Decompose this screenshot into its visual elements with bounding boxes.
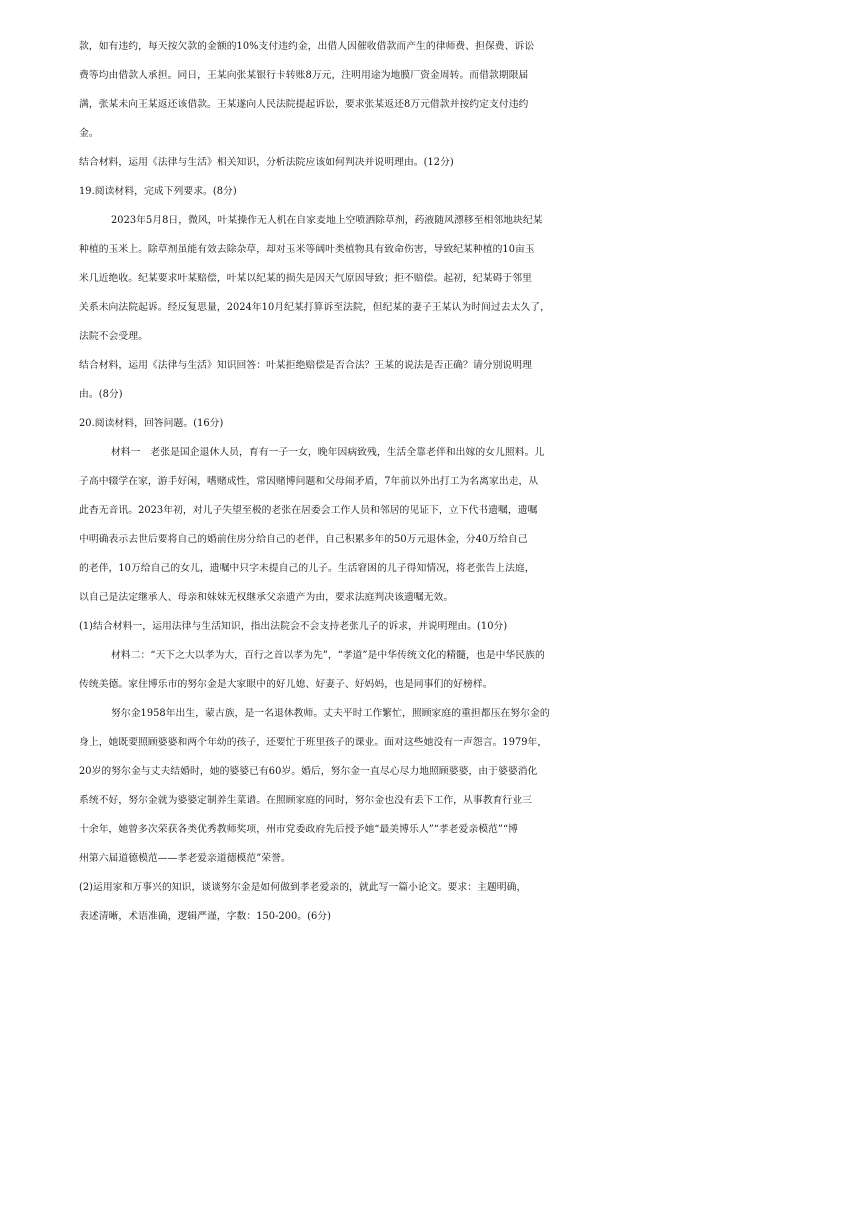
question-prompt: 结合材料，运用《法律与生活》相关知识，分析法院应该如何判决并说明理由。(12分) <box>79 157 454 168</box>
text-line: 满，张某未向王某返还该借款。王某遂向人民法院提起诉讼，要求张某返还8万元借款并按约定支付违约 <box>79 99 529 110</box>
text-line: 米几近绝收。纪某要求叶某赔偿，叶某以纪某的损失是因天气原因导致；拒不赔偿。起初，纪某碍于邻里 <box>79 273 532 284</box>
text-line: 州第六届道德模范——孝老爱亲道德模范”荣誉。 <box>79 853 291 864</box>
text-line: 2023年5月8日，微风，叶某操作无人机在自家麦地上空喷洒除草剂，药液随风漂移至相邻地块纪某 <box>111 215 543 226</box>
text-line: 身上，她既要照顾婆婆和两个年幼的孩子，还要忙于班里孩子的课业。面对这些她没有一声怨言。1979年， <box>79 737 548 748</box>
text-line: 子高中辍学在家，游手好闲，嗜赌成性，常因赌博问题和父母闹矛盾，7年前以外出打工为名离家出走，从 <box>79 476 539 487</box>
text-line: 20岁的努尔金与丈夫结婚时，她的婆婆已有60岁。婚后，努尔金一直尽心尽力地照顾婆婆，由于婆婆消化 <box>79 766 538 777</box>
text-line: 款，如有违约，每天按欠款的金额的10%支付违约金，出借人因催收借款而产生的律师费、担保费、诉讼 <box>79 41 535 52</box>
question-prompt: 结合材料，运用《法律与生活》知识回答：叶某拒绝赔偿是否合法？王某的说法是否正确？请分别说明理 <box>79 360 532 371</box>
text-line: 十余年，她曾多次荣获各类优秀教师奖项，州市党委政府先后授予她“最美博乐人”“孝老爱亲模范”“博 <box>79 824 518 835</box>
question-heading: 19.阅读材料，完成下列要求。(8分) <box>79 186 237 197</box>
text-line: 以自己是法定继承人、母亲和妹妹无权继承父亲遗产为由，要求法庭判决该遗嘱无效。 <box>79 592 454 603</box>
text-line: 金。 <box>79 128 99 139</box>
text-line: 的老伴，10万给自己的女儿，遗嘱中只字未提自己的儿子。生活窘困的儿子得知情况，将老张告上法庭， <box>79 563 535 574</box>
sub-question: 表述清晰，术语准确，逻辑严谨，字数：150-200。(6分) <box>79 911 332 922</box>
text-line: 种植的玉米上。除草剂虽能有效去除杂草，却对玉米等阔叶类植物具有致命伤害，导致纪某种植的10亩玉 <box>79 244 535 255</box>
sub-question: (2)运用家和万事兴的知识，谈谈努尔金是如何做到孝老爱亲的，就此写一篇小论文。要求：主题明确， <box>79 882 527 893</box>
text-line: 材料一 老张是国企退休人员，育有一子一女，晚年因病致残，生活全靠老伴和出嫁的女儿照料。儿 <box>111 447 545 458</box>
text-line: 中明确表示去世后要将自己的婚前住房分给自己的老伴，自己积累多年的50万元退休金，分40万给自己 <box>79 534 528 545</box>
text-line: 法院不会受理。 <box>79 331 148 342</box>
text-line: 系统不好，努尔金就为婆婆定制养生菜谱。在照顾家庭的同时，努尔金也没有丢下工作，从事教育行业三 <box>79 795 532 806</box>
text-line: 传统美德。家住博乐市的努尔金是大家眼中的好儿媳、好妻子、好妈妈，也是同事们的好榜样。 <box>79 679 493 690</box>
text-line: 此杳无音讯。2023年初，对儿子失望至极的老张在居委会工作人员和邻居的见证下，立下代书遗嘱，遗嘱 <box>79 505 538 516</box>
text-line: 努尔金1958年出生，蒙古族，是一名退休教师。丈夫平时工作繁忙，照顾家庭的重担都压在努尔金的 <box>111 708 550 719</box>
text-line: 关系未向法院起诉。经反复思量，2024年10月纪某打算诉至法院，但纪某的妻子王某认为时间过去太久了， <box>79 302 550 313</box>
question-heading: 20.阅读材料，回答问题。(16分) <box>79 418 224 429</box>
sub-question: (1)结合材料一，运用法律与生活知识，指出法院会不会支持老张儿子的诉求，并说明理由。(10分) <box>79 621 508 632</box>
text-line: 费等均由借款人承担。同日，王某向张某银行卡转账8万元，注明用途为地膜厂资金周转。而借款期限届 <box>79 70 529 81</box>
question-prompt: 由。(8分) <box>79 389 123 400</box>
text-line: 材料二：“天下之大以孝为大，百行之首以孝为先”，“孝道”是中华传统文化的精髓，也是中华民族的 <box>111 650 545 661</box>
